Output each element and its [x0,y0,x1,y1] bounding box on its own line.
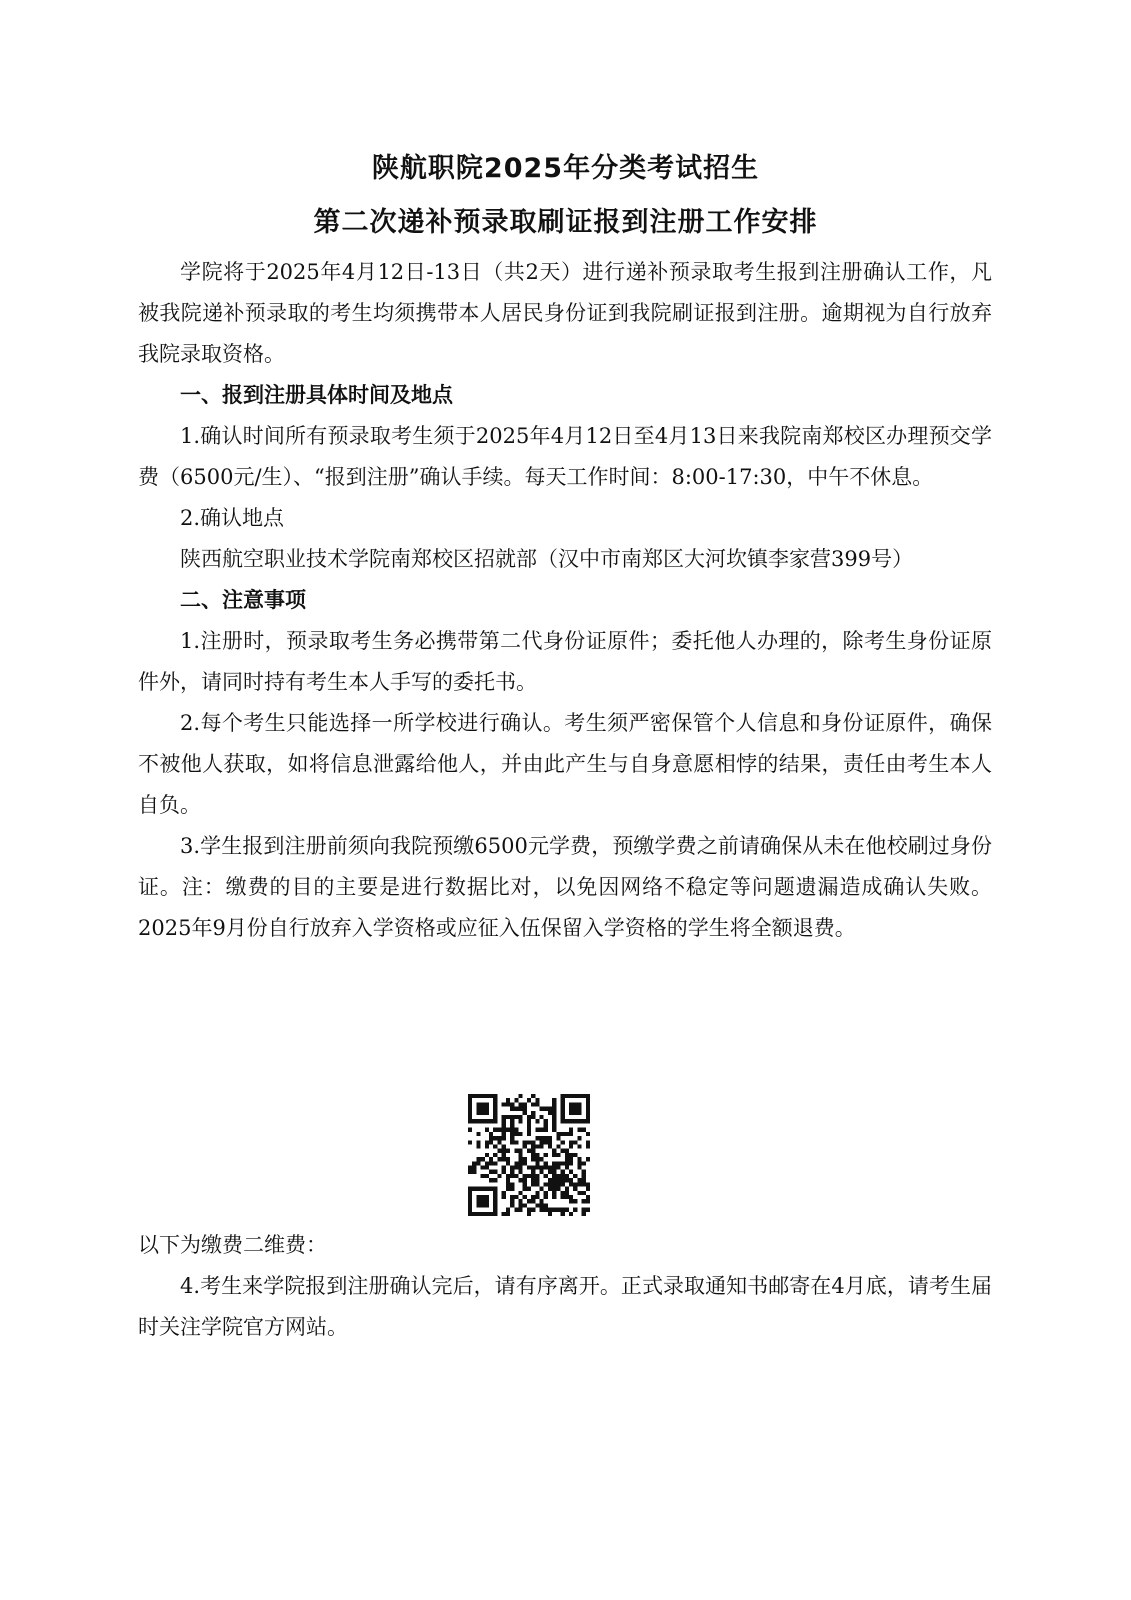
qr-code-icon [468,1094,590,1216]
section2-item4: 4.考生来学院报到注册确认完后，请有序离开。正式录取通知书邮寄在4月底，请考生届时关注学院官方网站。 [138,1274,992,1339]
intro-paragraph: 学院将于2025年4月12日-13日（共2天）进行递补预录取考生报到注册确认工作，凡被我院递补预录取的考生均须携带本人居民身份证到我院刷证报到注册。逾期视为自行放弃我院录取资格。 [138,260,992,366]
section2-item2: 2.每个考生只能选择一所学校进行确认。考生须严密保管个人信息和身份证原件，确保不被他人获取，如将信息泄露给他人，并由此产生与自身意愿相悖的结果，责任由考生本人自负。 [138,711,992,817]
qr-code-graphic [468,1094,590,1216]
document-tail [138,1266,992,1348]
section1-item1: 1.确认时间所有预录取考生须于2025年4月12日至4月13日来我院南郑校区办理预交学费（6500元/生）、“报到注册”确认手续。每天工作时间：8:00-17:30，中午不休息。 [138,424,992,489]
qr-caption: 以下为缴费二维费： [138,1233,327,1257]
document-title-line1: 陕航职院2025年分类考试招生 [371,153,760,184]
document-title-line2: 第二次递补预录取刷证报到注册工作安排 [313,207,818,238]
document-body [138,252,992,949]
section2-item3: 3.学生报到注册前须向我院预缴6500元学费，预缴学费之前请确保从未在他校刷过身份证。注：缴费的目的主要是进行数据比对，以免因网络不稳定等问题遗漏造成确认失败。2025年9月份自行放弃入学资格或应征入伍保留入学资格的学生将全额退费。 [138,834,992,940]
section1-item2: 2.确认地点 [180,506,285,530]
section1-heading: 一、报到注册具体时间及地点 [180,383,453,407]
section1-address: 陕西航空职业技术学院南郑校区招就部（汉中市南郑区大河坎镇李家营399号） [180,547,914,571]
section2-item1: 1.注册时，预录取考生务必携带第二代身份证原件；委托他人办理的，除考生身份证原件外，请同时持有考生本人手写的委托书。 [138,629,992,694]
section2-heading: 二、注意事项 [180,588,306,612]
